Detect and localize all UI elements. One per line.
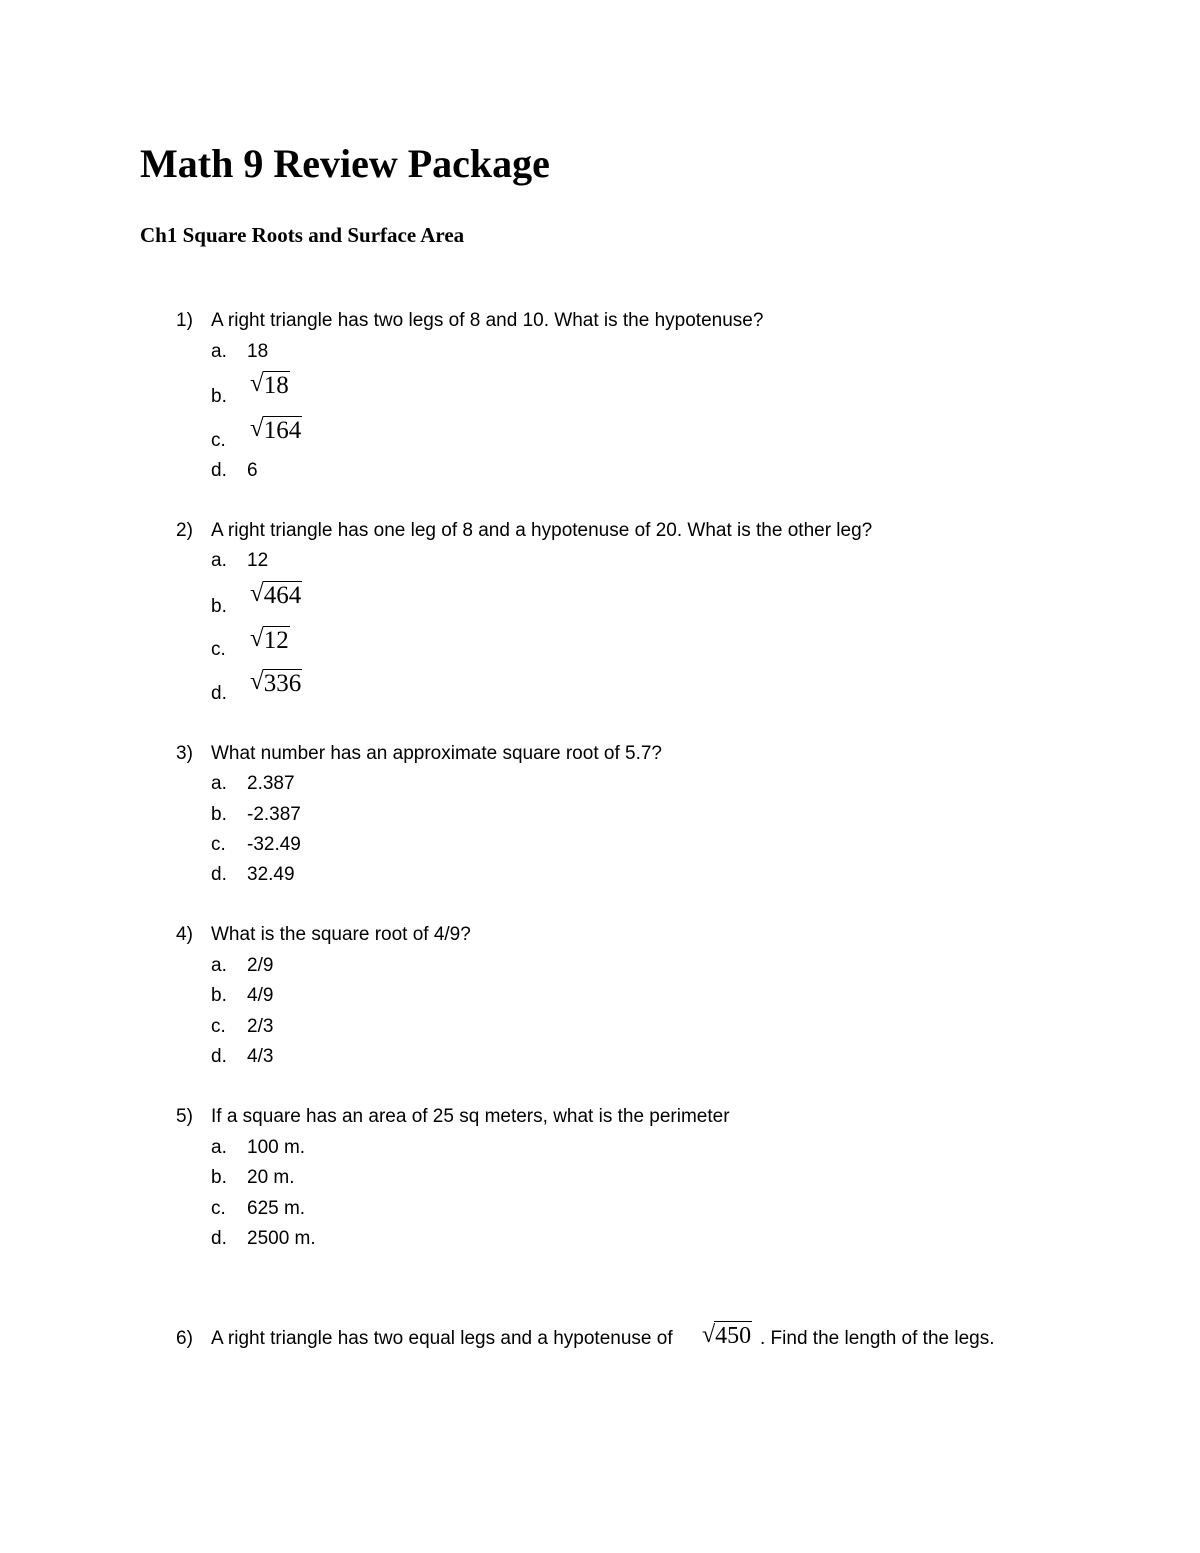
option-label: d. (211, 1228, 227, 1249)
question-text: A right triangle has two equal legs and a hypotenuse of (211, 1328, 673, 1349)
question-number: 2) (176, 520, 193, 541)
radical-sign: √ (250, 625, 264, 652)
option-value: 12 (247, 550, 269, 571)
option-value: 32.49 (247, 864, 295, 885)
option-label: b. (211, 386, 227, 407)
radicand: 164 (263, 417, 302, 444)
option-label: b. (211, 985, 227, 1006)
option-value: 625 m. (247, 1198, 306, 1219)
option-label: d. (211, 864, 227, 885)
page-title: Math 9 Review Package (140, 141, 550, 186)
option-value: -32.49 (247, 834, 301, 855)
radicand: 336 (263, 670, 302, 697)
option-label: a. (211, 550, 227, 571)
question-text-continuation: . Find the length of the legs. (760, 1328, 995, 1349)
square-root-expression (250, 621, 290, 655)
option-label: b. (211, 596, 227, 617)
square-root-expression (250, 366, 290, 400)
option-label: c. (211, 639, 226, 660)
option-value: 4/9 (247, 985, 274, 1006)
option-value: 2/3 (247, 1016, 274, 1037)
square-root-expression (702, 1316, 752, 1350)
question-number: 1) (176, 310, 193, 331)
option-value: 2.387 (247, 773, 295, 794)
option-label: b. (211, 1167, 227, 1188)
option-value: 4/3 (247, 1046, 274, 1067)
option-value: 2500 m. (247, 1228, 316, 1249)
option-label: d. (211, 683, 227, 704)
option-label: d. (211, 460, 227, 481)
option-value: 6 (247, 460, 258, 481)
question-number: 4) (176, 924, 193, 945)
radicand: 18 (263, 372, 289, 399)
option-value: -2.387 (247, 804, 301, 825)
square-root-expression (250, 576, 302, 610)
square-root-expression (250, 411, 302, 445)
radical-sign: √ (250, 370, 264, 397)
option-value: 100 m. (247, 1137, 306, 1158)
option-label: c. (211, 430, 226, 451)
question-number: 6) (176, 1328, 193, 1349)
question-text: What number has an approximate square root of 5.7? (211, 743, 662, 764)
question-text: What is the square root of 4/9? (211, 924, 471, 945)
question-number: 5) (176, 1106, 193, 1127)
chapter-heading: Ch1 Square Roots and Surface Area (140, 223, 465, 247)
question-text: A right triangle has two legs of 8 and 10. What is the hypotenuse? (211, 310, 764, 331)
square-root-expression (250, 664, 302, 698)
option-label: c. (211, 834, 226, 855)
question-text: If a square has an area of 25 sq meters, what is the perimeter (211, 1106, 730, 1127)
option-label: a. (211, 341, 227, 362)
radical-sign: √ (250, 415, 264, 442)
radicand: 464 (263, 582, 302, 609)
radicand: 450 (715, 1323, 752, 1349)
option-label: c. (211, 1016, 226, 1037)
radical-sign: √ (702, 1322, 716, 1348)
question-number: 3) (176, 743, 193, 764)
option-label: d. (211, 1046, 227, 1067)
option-value: 18 (247, 341, 269, 362)
option-label: c. (211, 1198, 226, 1219)
question-text: A right triangle has one leg of 8 and a hypotenuse of 20. What is the other leg? (211, 520, 873, 541)
radicand: 12 (263, 627, 289, 654)
option-value: 20 m. (247, 1167, 295, 1188)
option-value: 2/9 (247, 955, 274, 976)
option-label: a. (211, 773, 227, 794)
option-label: a. (211, 1137, 227, 1158)
radical-sign: √ (250, 580, 264, 607)
option-label: a. (211, 955, 227, 976)
option-label: b. (211, 804, 227, 825)
radical-sign: √ (250, 668, 264, 695)
